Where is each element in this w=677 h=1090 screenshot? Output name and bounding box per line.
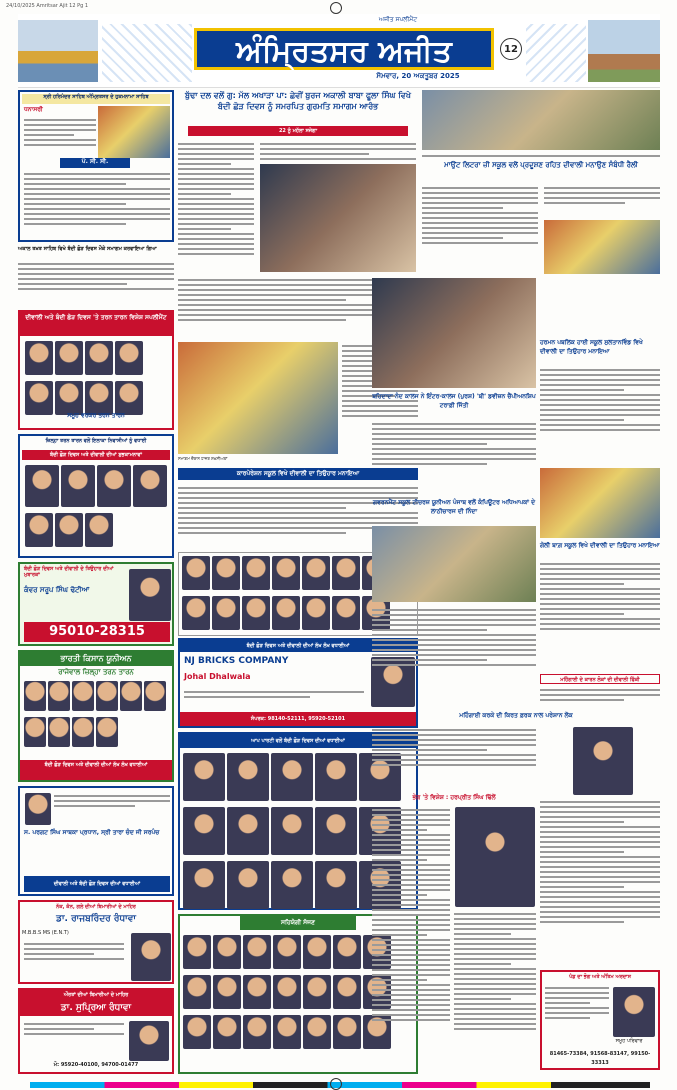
memorial-footer: ਸਮੂਹ ਪਰਿਵਾਰ [615,1038,643,1044]
panchayat-text: ਸ. ਪਰਗਟ ਸਿੰਘ ਸਾਬਕਾ ਪ੍ਰਧਾਨ, ਸ੍ਰੀ ਤਾਰਾ ਚੰਦ ਜੀ ਸਰਪੰਚ [24,829,160,836]
story7-text-b [454,910,536,1070]
memorial-title: ਪੰਡ ਦਾ ਭੋਗ ਅਤੇ ਅੰਤਿਮ ਅਰਦਾਸ [569,974,631,980]
lead-strap: 22 ਨੂੰ ਮਹੱਲਾ ਸਜੇਗਾ [188,126,408,136]
gynae-phone: ਮੋ: 95920-40100, 94700-01477 [53,1062,139,1068]
memorial-text [545,984,609,1044]
ad-district [18,434,174,558]
story7-headline: ਭੇਗ 'ਤੇ ਵਿਸ਼ੇਸ਼ : ਹਰਪ੍ਰੀਤ ਸਿੰਘ ਢਿੱਲੋਂ [412,794,496,801]
gynae-photo [129,1021,169,1061]
bku-faces [23,680,173,756]
story5-text [540,560,660,670]
ent-title: ਨੱਕ, ਕੰਨ, ਗਲੇ ਦੀਆਂ ਬਿਮਾਰੀਆਂ ਦੇ ਮਾਹਿਰ [56,904,136,910]
left-story-1 [18,260,174,306]
story4-headline: ਗਵਰਨਮੈਂਟ ਸਕੂਲ ਟੀਚਰਜ਼ ਯੂਨੀਅਨ ਪੰਜਾਬ ਵਲੋਂ ਕੰਪਿਊਟਰ ਅਧਿਆਪਕਾਂ ਦੇ ਲਾਠੀਚਾਰਜ ਦੀ ਨਿੰਦਾ [372,499,536,515]
district-sub: ਬੰਦੀ ਛੋੜ ਦਿਵਸ ਅਤੇ ਦੀਵਾਲੀ ਦੀਆਂ ਸ਼ੁਭਕਾਮਨਾਵਾਂ [22,450,170,460]
hukamnama-title: ਸ੍ਰੀ ਹਰਿਮੰਦਰ ਸਾਹਿਬ ਅੰਮ੍ਰਿਤਸਰ ਦੇ ਹੁਕਮਨਾਮਾ ਸਾਹਿਬ [22,94,170,104]
registration-mark-top [330,2,342,14]
hukamnama-box [18,90,174,242]
memorial-phone: 81465-73384, 91568-83147, 99150-33313 [549,1051,651,1066]
ad-ent-doctor [18,900,174,984]
memorial-photo [613,987,655,1037]
school-rally-photo [422,90,660,150]
gynae-name: ਡਾ. ਸੁਪ੍ਰਿਆ ਰੰਧਾਵਾ [20,1000,172,1016]
masthead-pattern-left [102,24,192,82]
school-rally-caption [422,152,660,158]
story6-photo [573,727,633,795]
hukamnama-text [24,116,96,156]
ent-name: ਡਾ. ਰਾਜਬਰਿੰਦਰ ਰੰਧਾਵਾ [56,914,136,924]
story6-text [372,726,536,788]
registration-mark-bottom [330,1078,342,1090]
left-headline-1: ਅਕਾਲ ਤਖ਼ਤ ਸਾਹਿਬ ਵਿਖੇ ਬੰਦੀ ਛੋੜ ਦਿਵਸ ਮੌਕੇ ਸਮਾਗਮ ਕਰਵਾਇਆ ਗਿਆ [18,246,157,252]
masthead-title: ਅੰਮ੍ਰਿਤਸਰ ਅਜੀਤ [194,28,494,70]
story2-headline: ਕਾਰਪੋਰੇਸ਼ਨ ਸਕੂਲ ਵਿਖੇ ਦੀਵਾਲੀ ਦਾ ਤਿਉਹਾਰ ਮਨਾਇਆ [178,468,418,480]
panchayat-footer: ਦੀਵਾਲੀ ਅਤੇ ਬੰਦੀ ਛੋੜ ਦਿਵਸ ਦੀਆਂ ਵਧਾਈਆਂ [24,876,170,892]
gynae-details [24,1020,124,1056]
ad-bku [18,650,174,782]
story3-text [540,366,660,466]
masthead-pattern-right [526,24,586,82]
lead-headline: ਬੁੱਢਾ ਦਲ ਵਲੋਂ ਗੁ: ਮੱਲ ਅਖਾੜਾ ਪਾ: ਛੇਵੀਂ ਬੁਰਜ ਅਕਾਲੀ ਬਾਬਾ ਫੂਲਾ ਸਿੰਘ ਵਿਖੇ ਬੰਦੀ ਛੋੜ ਦਿਵਸ ਨੂੰ ਸਮਰਪਿਤ ਗੁਰਮਤਿ ਸਮਾਗਮ ਆਰੰਭ [185,91,411,111]
supplement-banner: ਦੀਵਾਲੀ ਅਤੇ ਬੰਦੀ ਛੋੜ ਦਿਵਸ 'ਤੇ ਤਰਨ ਤਾਰਨ ਵਿਸ਼ੇਸ਼ ਸਪਲੀਮੈਂਟ [20,312,172,336]
hukamnama-label: ਧਨਾਸਰੀ [24,106,43,113]
kanwar-photo [129,569,171,621]
panchayat-photo [25,793,51,825]
hukamnama-sub: ਪੰ. ਸੀ. ਸੀ. [60,158,130,168]
college-photo [372,278,536,388]
ad-kanwar [18,562,174,646]
district-faces [24,464,172,554]
ent-details [24,940,124,980]
kanwar-name: ਕੰਵਰ ਸਰੂਪ ਸਿੰਘ ਢੋਟੀਆਂ [24,586,90,594]
story4-text [372,606,536,706]
story7-text-a [372,806,450,1070]
story2-photo [178,342,338,454]
story7-photo [455,807,535,907]
story2-caption: ਸਮਾਗਮ ਦੌਰਾਨ ਹਾਜ਼ਰ ਸ਼ਖ਼ਸੀਅਤਾਂ [178,456,228,461]
right-column [372,90,660,1080]
panchayat-header [54,792,170,824]
bku-footer: ਬੰਦੀ ਛੋੜ ਦਿਵਸ ਅਤੇ ਦੀਵਾਲੀ ਦੀਆਂ ਲੱਖ ਲੱਖ ਵਧਾਈਆਂ [20,760,172,780]
masthead-date: ਸੋਮਵਾਰ, 20 ਅਕਤੂਬਰ 2025 [376,72,460,80]
lead-text-b [260,140,416,162]
top-story-text-2 [544,184,660,218]
bku-title-2: ਰਾਜੇਵਾਲ ਜ਼ਿਲ੍ਹਾ ਤਰਨ ਤਾਰਨ [58,668,134,676]
kanwar-phone: 95010-28315 [24,622,170,642]
ent-degree: M.B.B.S MS (E.N.T) [22,930,69,936]
monument-photo [588,20,660,82]
nj-company: NJ BRICKS COMPANY [184,656,289,666]
story7-text-c [540,798,660,968]
supplement-faces [24,340,172,410]
gynae-title: ਔਰਤਾਂ ਦੀਆਂ ਬਿਮਾਰੀਆਂ ਦੇ ਮਾਹਿਰ [20,990,172,1000]
kanwar-text: ਬੰਦੀ ਛੋੜ ਦਿਵਸ ਅਤੇ ਦੀਵਾਲੀ ਦੇ ਤਿਉਹਾਰ ਦੀਆਂ ਮੁਬਾਰਕਾਂ [24,566,114,578]
golden-temple-photo [18,20,98,82]
story6-headline: ਮਹਿੰਗਾਈ ਕਰਕੇ ਦੀ ਕਿਰਤ ਫ਼ਰਕ ਨਾਲ ਪਰੇਸ਼ਾਨ ਲੋਕ [459,712,573,719]
ad-gynae-doctor [18,988,174,1074]
left-column [18,90,174,1080]
memorial-ad [540,970,660,1070]
top-story-text [422,184,538,274]
printer-info: 24/10/2025 Amritsar Ajit 12 Pg 1 [6,3,89,9]
lead-photo [260,164,416,272]
school-dance-photo [540,468,660,538]
hukamnama-text-2 [24,170,170,240]
supplement-footer: ਸਮੂਹ ਵਰਕਰ ਤਰਨ ਤਾਰਨ [67,412,125,419]
page-number: 12 [500,38,522,60]
ad-supplement [18,310,174,430]
masthead [18,14,660,88]
aap-banner: ਆਪ ਪਾਰਟੀ ਵਲੋਂ ਬੰਦੀ ਛੋੜ ਦਿਵਸ ਦੀਆਂ ਵਧਾਈਆਂ [180,734,416,748]
mid-text [372,420,536,496]
strip-red: ਮਹਿੰਗਾਈ ਦੇ ਕਾਰਨ ਲੋਕਾਂ ਦੀ ਦੀਵਾਲੀ ਫਿੱਕੀ [540,674,660,684]
nj-company-2: Johal Dhalwala [184,672,251,681]
golden-temple-small [98,106,170,158]
top-headline: ਮਾਉਂਟ ਲਿਟਰਾ ਜ਼ੀ ਸਕੂਲ ਵਲੋਂ ਪ੍ਰਦੂਸ਼ਣ ਰਹਿਤ ਦੀਵਾਲੀ ਮਨਾਉਣ ਸੰਬੰਧੀ ਰੈਲੀ [444,161,638,169]
story3-headline: ਹਰਮਨ ਪਬਲਿਕ ਹਾਈ ਸਕੂਲ ਸੁਲਤਾਨਵਿੰਡ ਵਿਖੇ ਦੀਵਾਲੀ ਦਾ ਤਿਉਹਾਰ ਮਨਾਇਆ [540,339,643,355]
strip-text [540,686,660,712]
top-story-photo [544,220,660,274]
ad-panchayat [18,786,174,896]
nj-banner: ਬੰਦੀ ਛੋੜ ਦਿਵਸ ਅਤੇ ਦੀਵਾਲੀ ਦੀਆਂ ਲੱਖ ਲੱਖ ਵਧਾਈਆਂ [180,640,416,652]
mid-headline: ਬਹਿਦਾਦਾ ਨੰਦ ਕਾਲਜ ਨੇ ਇੰਟਰ-ਕਾਲਜ (ਪੁਰਸ਼) 'ਬੀ' ਡਵੀਜ਼ਨ ਚੈਂਪੀਅਨਸ਼ਿਪ ਟਰਾਫ਼ੀ ਜਿੱਤੀ [372,393,536,409]
story5-headline: ਗੋਲੀ ਬਾਗ਼ ਸਕੂਲ ਵਿਖੇ ਦੀਵਾਲੀ ਦਾ ਤਿਉਹਾਰ ਮਨਾਇਆ [540,542,660,549]
bku-title-1: ਭਾਰਤੀ ਕਿਸਾਨ ਯੂਨੀਅਨ [20,652,172,666]
masthead-tag: ਅਜੀਤ ਸਪਲੀਮੈਂਟ [378,16,418,23]
nj-phone: ਸੰਪਰਕ: 98140-52111, 95920-52101 [180,712,416,726]
nj-details [184,688,364,706]
ent-photo [131,933,171,981]
district-title: ਜ਼ਿਲ੍ਹਾ ਤਰਨ ਤਾਰਨ ਵਲੋਂ ਇਲਾਕਾ ਨਿਵਾਸੀਆਂ ਨੂੰ ਵਧਾਈ [45,438,147,444]
union-photo [372,526,536,602]
sahyogi-banner: ਸਹਿਯੋਗੀ ਸੱਜਣ [240,916,356,930]
lead-text-a [178,140,254,270]
